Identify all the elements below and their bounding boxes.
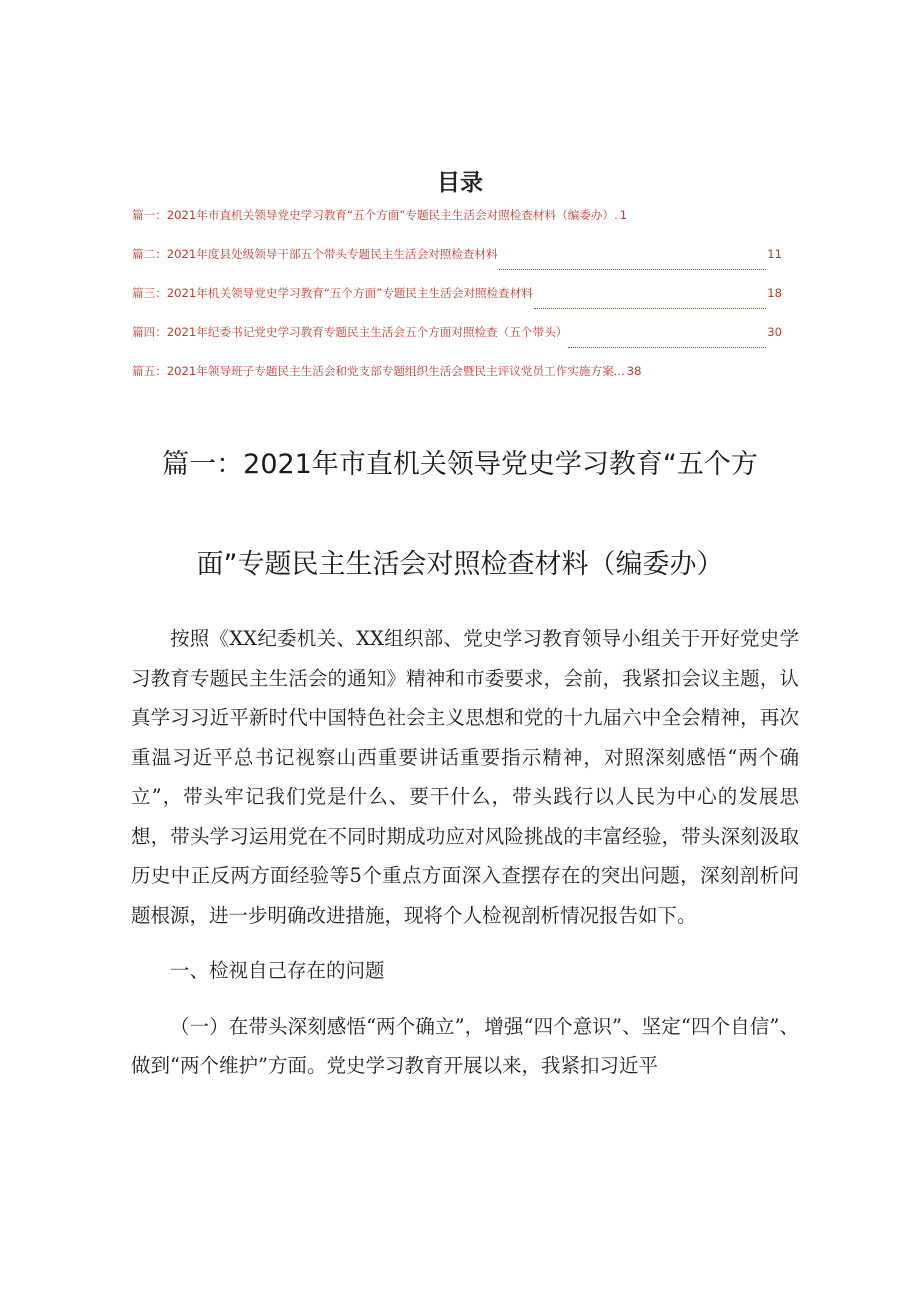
toc-entry-1[interactable] [132, 207, 782, 246]
toc-leader-dots [499, 268, 767, 270]
document-body [131, 619, 799, 1086]
body-paragraph: （一）在带头深刻感悟“两个确立”，增强“四个意识”、坚定“四个自信”、做到“两个维护”方面。党史学习教育开展以来，我紧扣习近平 [131, 1014, 799, 1077]
table-of-contents [132, 207, 782, 402]
body-paragraph: 按照《XX纪委机关、XX组织部、党史学习教育领导小组关于开好党史学习教育专题民主生活会的通知》精神和市委要求，会前，我紧扣会议主题，认真学习习近平新时代中国特色社会主义思想和党的十九届六中全会精神，再次重温习近平总书记视察山西重要讲话重要指示精神，对照深刻感悟“两个确立”，带头牢记我们党是什么、要干什么，带头践行以人民为中心的发展思想，带头学习运用党在不同时期成功应对风险挑战的丰富经验，带头深刻汲取历史中正反两方面经验等5个重点方面深入查摆存在的突出问题，深刻剖析问题根源，进一步明确改进措施，现将个人检视剖析情况报告如下。 [131, 627, 799, 927]
section-heading: 一、检视自己存在的问题 [170, 959, 385, 982]
toc-page-number: 18 [767, 286, 782, 300]
toc-page-number: 11 [767, 247, 782, 261]
document-title-line-1: 篇一：2021年市直机关领导党史学习教育“五个方 [162, 449, 758, 480]
toc-entry-5[interactable] [132, 363, 782, 402]
toc-title: 目录 [437, 170, 483, 196]
document-title [100, 440, 820, 640]
toc-entry-text: 篇二：2021年度县处级领导干部五个带头专题民主生活会对照检查材料 [132, 247, 498, 261]
toc-entry-text: 篇一：2021年市直机关领导党史学习教育“五个方面”专题民主生活会对照检查材料（编委办）. [132, 208, 618, 222]
toc-entry-2[interactable] [132, 246, 782, 285]
toc-page-number: 1 [619, 208, 628, 222]
toc-entry-text: 篇四：2021年纪委书记党史学习教育专题民主生活会五个方面对照检查（五个带头） [132, 325, 568, 339]
toc-leader-dots [534, 307, 766, 309]
toc-entry-4[interactable] [132, 324, 782, 363]
document-title-line-2: 面”专题民主生活会对照检查材料（编委办） [196, 549, 724, 580]
toc-leader-dots [568, 346, 766, 348]
toc-entry-text: 篇五：2021年领导班子专题民主生活会和党支部专题组织生活会暨民主评议党员工作实施方案... [132, 364, 625, 378]
toc-entry-3[interactable] [132, 285, 782, 324]
toc-page-number: 38 [626, 364, 642, 378]
toc-entry-text: 篇三：2021年机关领导党史学习教育“五个方面”专题民主生活会对照检查材料 [132, 286, 533, 300]
toc-page-number: 30 [767, 325, 782, 339]
